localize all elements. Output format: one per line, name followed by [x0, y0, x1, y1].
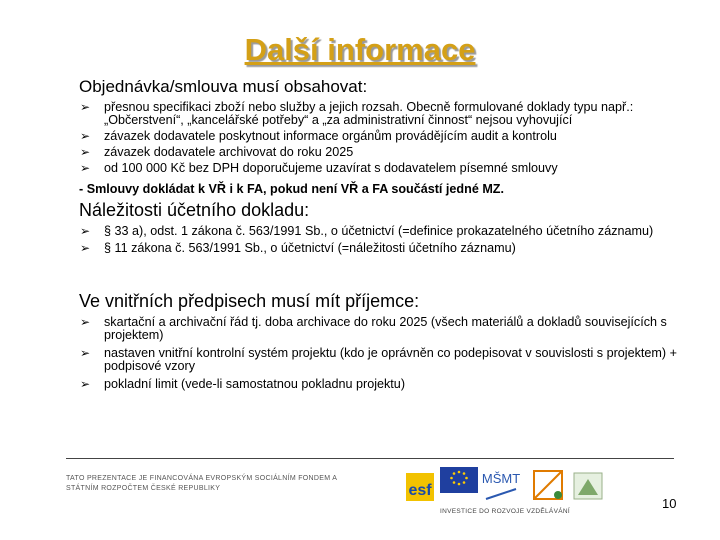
svg-text:MŠMT: MŠMT: [481, 471, 521, 486]
section-heading-order: Objednávka/smlouva musí obsahovat:: [79, 77, 368, 96]
funding-logos: [404, 465, 604, 505]
funding-statement: TATO PREZENTACE JE FINANCOVÁNA EVROPSKÝM SOCIÁLNÍM FONDEM A STÁTNÍM ROZPOČTEM ČESKÉ REPUBLIKY: [66, 475, 337, 492]
arrow-bullet-icon: ➢: [80, 346, 91, 360]
list-item: ➢ § 33 a), odst. 1 zákona č. 563/1991 Sb., o účetnictví (=definice prokazatelného účetního záznamu): [80, 224, 654, 238]
list-item: ➢ závazek dodavatele poskytnout informace orgánům provádějícím audit a kontrolu: [80, 129, 557, 143]
footer-divider: [66, 458, 674, 459]
arrow-bullet-icon: ➢: [80, 241, 91, 255]
order-requirements-list: [79, 101, 679, 178]
list-item: ➢ závazek dodavatele archivovat do roku 2025: [80, 145, 354, 159]
arrow-bullet-icon: ➢: [80, 377, 91, 391]
eu-flag-icon: [440, 467, 478, 493]
investment-caption: INVESTICE DO ROZVOJE VZDĚLÁVÁNÍ: [440, 508, 570, 515]
msmt-logo-icon: [480, 465, 522, 505]
arrow-bullet-icon: ➢: [80, 100, 91, 114]
section-heading-accounting: Náležitosti účetního dokladu:: [79, 200, 310, 220]
list-item: ➢ nastaven vnitřní kontrolní systém projektu (kdo je oprávněn co podepisovat v souvislosti s projektem) + podpisové vzory: [80, 346, 677, 373]
list-item: ➢ § 11 zákona č. 563/1991 Sb., o účetnictví (=náležitosti účetního záznamu): [80, 241, 516, 255]
svg-text:esf: esf: [408, 482, 432, 499]
internal-rules-list: [79, 316, 679, 396]
esf-logo-icon: [404, 467, 436, 503]
arrow-bullet-icon: ➢: [80, 224, 91, 238]
invest-logo-icon: [572, 469, 604, 503]
list-item: ➢ pokladní limit (vede-li samostatnou pokladnu projektu): [80, 377, 406, 391]
op-logo-icon: [528, 467, 568, 503]
arrow-bullet-icon: ➢: [80, 145, 91, 159]
arrow-bullet-icon: ➢: [80, 161, 91, 175]
list-item: ➢ přesnou specifikaci zboží nebo služby a jejich rozsah. Obecně formulované doklady typu např.: „Občerstvení“, „kancelářské potřeby“ a „za administrativní činnost“ nejsou vyhovující: [80, 100, 634, 127]
slide-title: Další informace: [244, 32, 476, 67]
arrow-bullet-icon: ➢: [80, 129, 91, 143]
contracts-note: - Smlouvy dokládat k VŘ i k FA, pokud není VŘ a FA součástí jedné MZ.: [79, 182, 505, 196]
page-number: 10: [662, 496, 677, 511]
arrow-bullet-icon: ➢: [80, 315, 91, 329]
accounting-requirements-list: [79, 225, 679, 259]
list-item: ➢ od 100 000 Kč bez DPH doporučujeme uzavírat s dodavatelem písemné smlouvy: [80, 161, 558, 175]
section-heading-internal-rules: Ve vnitřních předpisech musí mít příjemce:: [79, 291, 420, 311]
list-item: ➢ skartační a archivační řád tj. doba archivace do roku 2025 (všech materiálů a dokladů souvisejících s projektem): [80, 315, 667, 342]
